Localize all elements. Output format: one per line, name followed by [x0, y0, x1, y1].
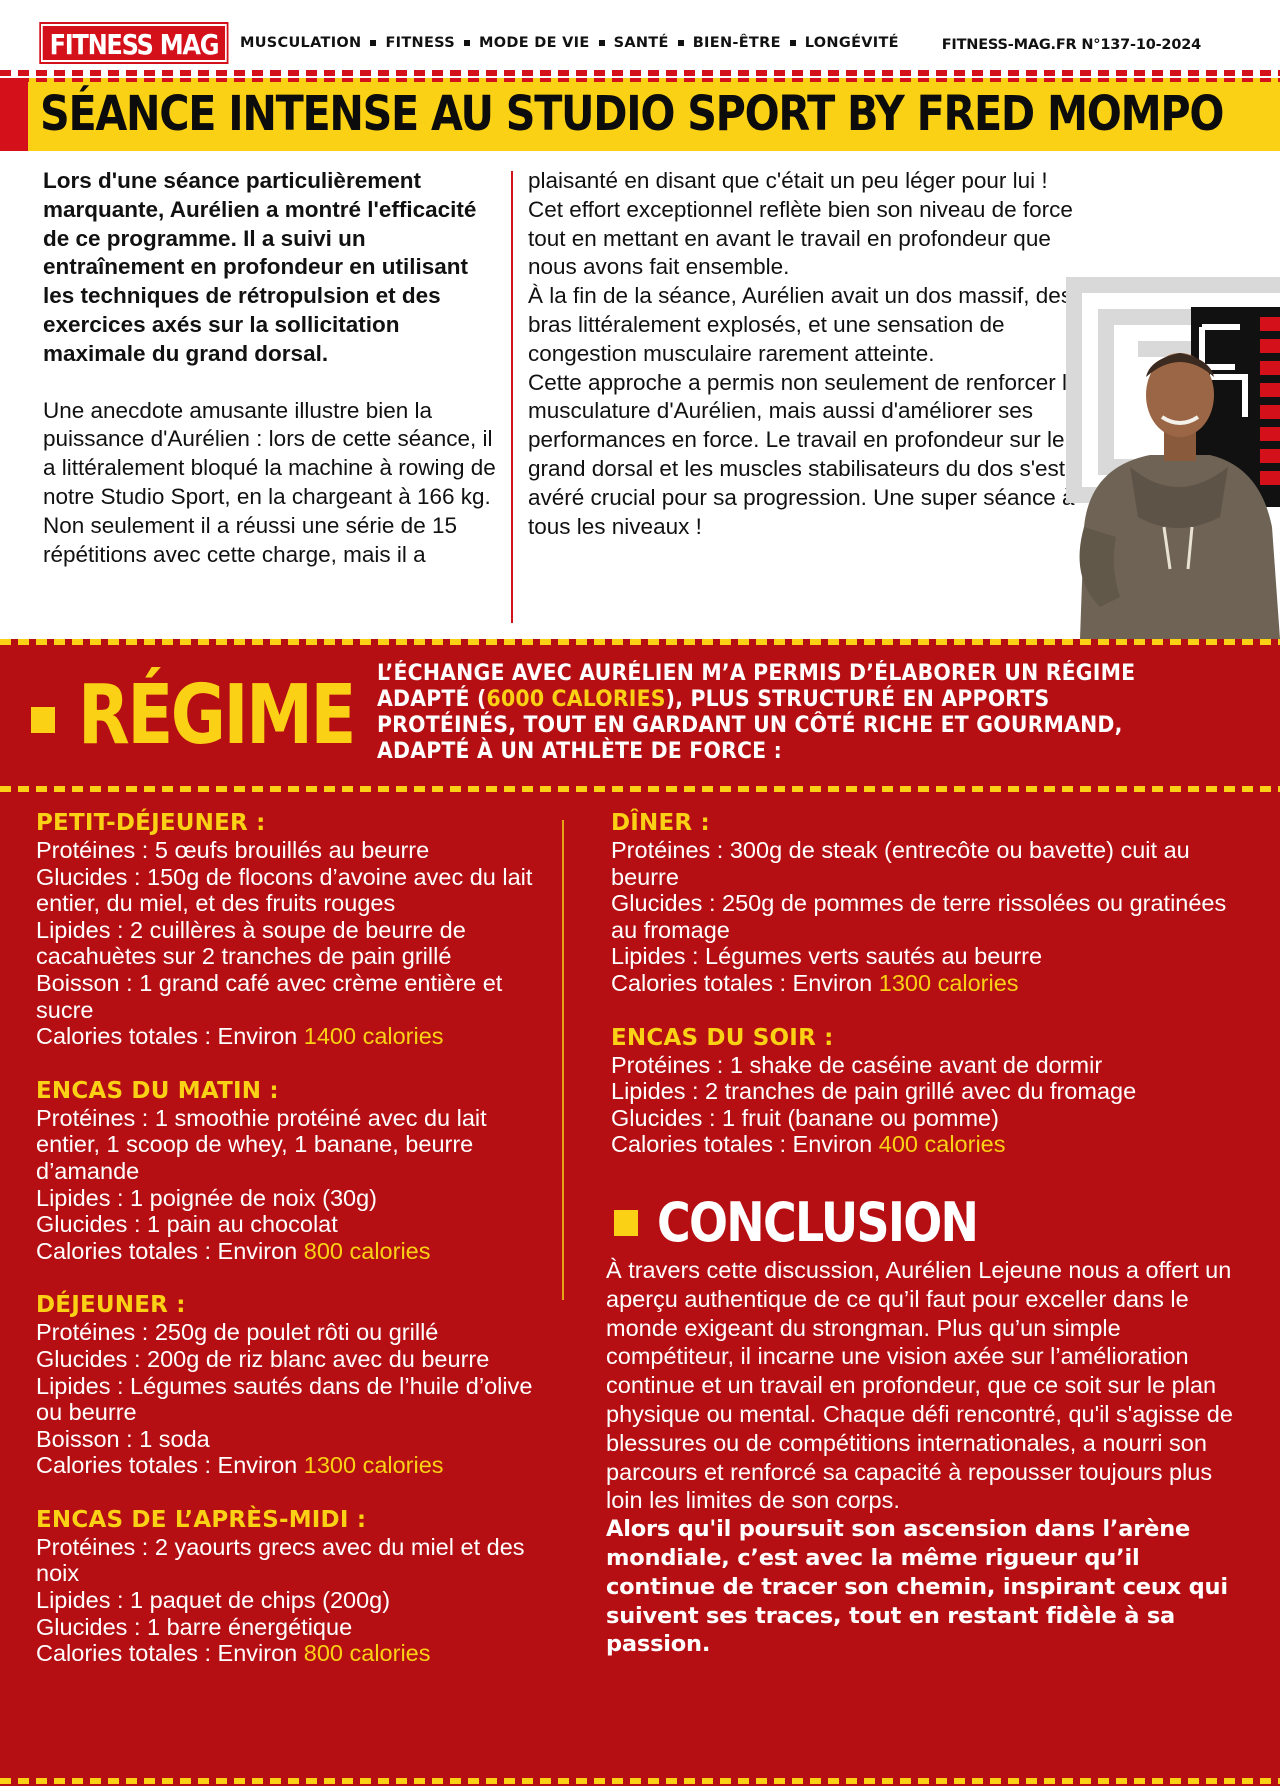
meal-calories: [36, 1023, 536, 1050]
meal-line: Protéines : 300g de steak (entrecôte ou bavette) cuit au beurre: [611, 837, 1190, 890]
calories-label: Calories totales : Environ: [36, 1023, 304, 1050]
meal-title: ENCAS DU MATIN :: [36, 1077, 279, 1104]
nav-separator: [599, 40, 605, 46]
article-left-column: [43, 167, 503, 569]
regime-title: RÉGIME: [78, 668, 355, 763]
meal-calories: [36, 1452, 536, 1479]
calories-label: Calories totales : Environ: [611, 1131, 879, 1158]
conclusion-title: CONCLUSION: [657, 1191, 978, 1254]
meal-line: Glucides : 200g de riz blanc avec du beurre: [36, 1345, 490, 1372]
calories-label: Calories totales : Environ: [36, 1452, 304, 1479]
calories-value: 1300 calories: [878, 969, 1019, 996]
dashed-divider: [0, 78, 1280, 82]
calories-label: Calories totales : Environ: [611, 969, 879, 996]
column-divider: [562, 820, 564, 1300]
regime-intro: [377, 661, 1140, 765]
calories-value: 400 calories: [878, 1131, 1006, 1158]
meal-line: Lipides : 2 cuillères à soupe de beurre de cacahuètes sur 2 tranches de pain grillé: [36, 916, 466, 970]
calories-value: 1400 calories: [303, 1023, 444, 1050]
meal-line: Protéines : 1 shake de caséine avant de dormir: [611, 1051, 1103, 1078]
meal-line: Glucides : 250g de pommes de terre rissolées ou gratinées au fromage: [611, 890, 1227, 943]
meal-block: [611, 1024, 1251, 1158]
conclusion-body: [606, 1256, 1254, 1659]
nav-item-mode-de-vie[interactable]: MODE DE VIE: [479, 35, 590, 51]
bullet-square: [614, 1210, 638, 1236]
meal-block: [36, 1506, 536, 1667]
meal-block: [36, 1291, 536, 1479]
meal-calories: [611, 1131, 1251, 1158]
meal-line: Boisson : 1 soda: [36, 1425, 210, 1452]
nav-item-fitness[interactable]: FITNESS: [385, 35, 456, 51]
meal-title: DÎNER :: [611, 810, 710, 836]
article-paragraph: plaisanté en disant que c'était un peu léger pour lui ! Cet effort exceptionnel reflète bien son niveau de force tout en mettant en avant le travail en profondeur que nous avons fait ensemble.: [528, 168, 1073, 280]
meal-line: Protéines : 5 œufs brouillés au beurre: [36, 837, 430, 863]
calories-value: 800 calories: [303, 1237, 431, 1264]
nav-item-longevite[interactable]: LONGÉVITÉ: [804, 35, 899, 51]
meal-block: [36, 1077, 536, 1265]
nav-item-bien-etre[interactable]: BIEN-ÊTRE: [692, 35, 781, 51]
article-paragraph: Cette approche a permis non seulement de renforcer la musculature d'Aurélien, mais aussi d'améliorer ses performances en force. Le travail en profondeur sur le grand dorsal et les muscles stabilisateurs du dos s'est avéré crucial pour sa progression. Une super séance à tous les niveaux !: [528, 369, 1080, 539]
meal-line: Lipides : Légumes verts sautés au beurre: [611, 943, 1043, 970]
meals-left-column: [36, 809, 536, 1694]
meal-line: Protéines : 1 smoothie protéiné avec du lait entier, 1 scoop de whey, 1 banane, beurre d’amande: [36, 1104, 487, 1184]
conclusion-final: Alors qu'il poursuit son ascension dans l’arène mondiale, c’est avec la même rigueur qu’il continue de tracer son chemin, inspirant ceux qui suivent ses traces, tout en restant fidèle à sa passion.: [606, 1516, 1228, 1658]
nav-separator: [790, 40, 796, 46]
meal-calories: [611, 970, 1251, 997]
meal-title: ENCAS DU SOIR :: [611, 1024, 834, 1051]
meal-line: Lipides : 1 paquet de chips (200g): [36, 1587, 391, 1614]
article-lead: Lors d'une séance particulièrement marquante, Aurélien a montré l'efficacité de ce programme. Il a suivi un entraînement en profondeur en utilisant les techniques de rétropulsion et des exercices axés sur la sollicitation maximale du grand dorsal.: [43, 168, 477, 366]
meals-right-column: [611, 809, 1251, 1185]
calories-label: Calories totales : Environ: [36, 1640, 304, 1667]
meal-line: Glucides : 1 barre énergétique: [36, 1613, 353, 1640]
calories-value: 1300 calories: [303, 1452, 444, 1479]
column-divider: [511, 171, 513, 623]
meal-calories: [36, 1640, 536, 1667]
regime-section: [0, 639, 1280, 1786]
calorie-target: 6000 CALORIES: [486, 687, 666, 712]
title-band: [0, 78, 1280, 151]
masthead: [0, 0, 1280, 68]
article-anecdote: Une anecdote amusante illustre bien la puissance d'Aurélien : lors de cette séance, il a littéralement bloqué la machine à rowing de notre Studio Sport, en la chargeant à 166 kg. Non seulement il a réussi une série de 15 répétitions avec cette charge, mais il a: [43, 397, 496, 567]
athlete-photo: [1060, 277, 1280, 639]
article-paragraph: À la fin de la séance, Aurélien avait un dos massif, des bras littéralement explosés, et une sensation de congestion musculaire rarement atteinte.: [528, 283, 1073, 366]
meal-line: Boisson : 1 grand café avec crème entière et sucre: [36, 969, 503, 1023]
regime-intro-text: L’ÉCHANGE AVEC AURÉLIEN M’A PERMIS D’ÉLABORER UN RÉGIME ADAPTÉ (: [377, 661, 1136, 712]
meal-line: Glucides : 1 fruit (banane ou pomme): [611, 1104, 999, 1131]
fitness-mag-logo[interactable]: FITNESS MAG: [41, 24, 227, 62]
issue-number: FITNESS-MAG.FR N°137-10-2024: [941, 37, 1201, 53]
meal-line: Glucides : 1 pain au chocolat: [36, 1211, 338, 1238]
calories-label: Calories totales : Environ: [36, 1237, 304, 1264]
dashed-divider: [0, 70, 1280, 76]
meal-line: Glucides : 150g de flocons d’avoine avec du lait entier, du miel, et des fruits rouges: [36, 863, 533, 917]
dashed-divider: [0, 639, 1280, 645]
meal-calories: [36, 1238, 536, 1265]
meal-title: ENCAS DE L’APRÈS-MIDI :: [36, 1506, 367, 1533]
regime-intro-text: ), PLUS STRUCTURÉ EN APPORTS PROTÉINÉS, TOUT EN GARDANT UN CÔTÉ RICHE ET GOURMAND, ADAPTÉ À UN ATHLÈTE DE FORCE :: [377, 687, 1123, 764]
page-title: SÉANCE INTENSE AU STUDIO SPORT BY FRED MOMPO: [40, 86, 1224, 142]
meal-line: Lipides : Légumes sautés dans de l’huile d’olive ou beurre: [36, 1372, 533, 1426]
article-section: [0, 151, 1280, 639]
bullet-square: [31, 707, 55, 733]
dashed-divider: [0, 786, 1280, 792]
nav-separator: [464, 40, 470, 46]
dashed-divider: [0, 1778, 1280, 1784]
meal-line: Lipides : 1 poignée de noix (30g): [36, 1184, 377, 1211]
meal-line: Protéines : 250g de poulet rôti ou grillé: [36, 1319, 439, 1346]
meal-line: Lipides : 2 tranches de pain grillé avec du fromage: [611, 1078, 1137, 1105]
accent-bar: [0, 78, 28, 151]
meal-block: [611, 809, 1251, 997]
nav-separator: [370, 40, 376, 46]
nav-separator: [678, 40, 684, 46]
meal-title: PETIT-DÉJEUNER :: [36, 810, 266, 836]
meal-block: [36, 809, 536, 1050]
meal-title: DÉJEUNER :: [36, 1292, 186, 1319]
nav-item-musculation[interactable]: MUSCULATION: [240, 35, 362, 51]
section-nav: [240, 35, 899, 51]
conclusion-text: À travers cette discussion, Aurélien Lejeune nous a offert un aperçu authentique de ce qu’il faut pour exceller dans le monde exigeant du strongman. Plus qu’un simple compétiteur, il incarne une vision axée sur l’amélioration continue et un travail en profondeur, que ce soit sur le plan physique ou mental. Chaque défi rencontré, qu'il s'agisse de blessures ou de compétitions internationales, a nourri son parcours et renforcé sa capacité à repousser toujours plus loin les limites de son corps.: [606, 1257, 1233, 1514]
meal-line: Protéines : 2 yaourts grecs avec du miel et des noix: [36, 1533, 525, 1587]
calories-value: 800 calories: [303, 1640, 431, 1667]
nav-item-sante[interactable]: SANTÉ: [613, 35, 669, 51]
article-right-column: [528, 167, 1088, 541]
